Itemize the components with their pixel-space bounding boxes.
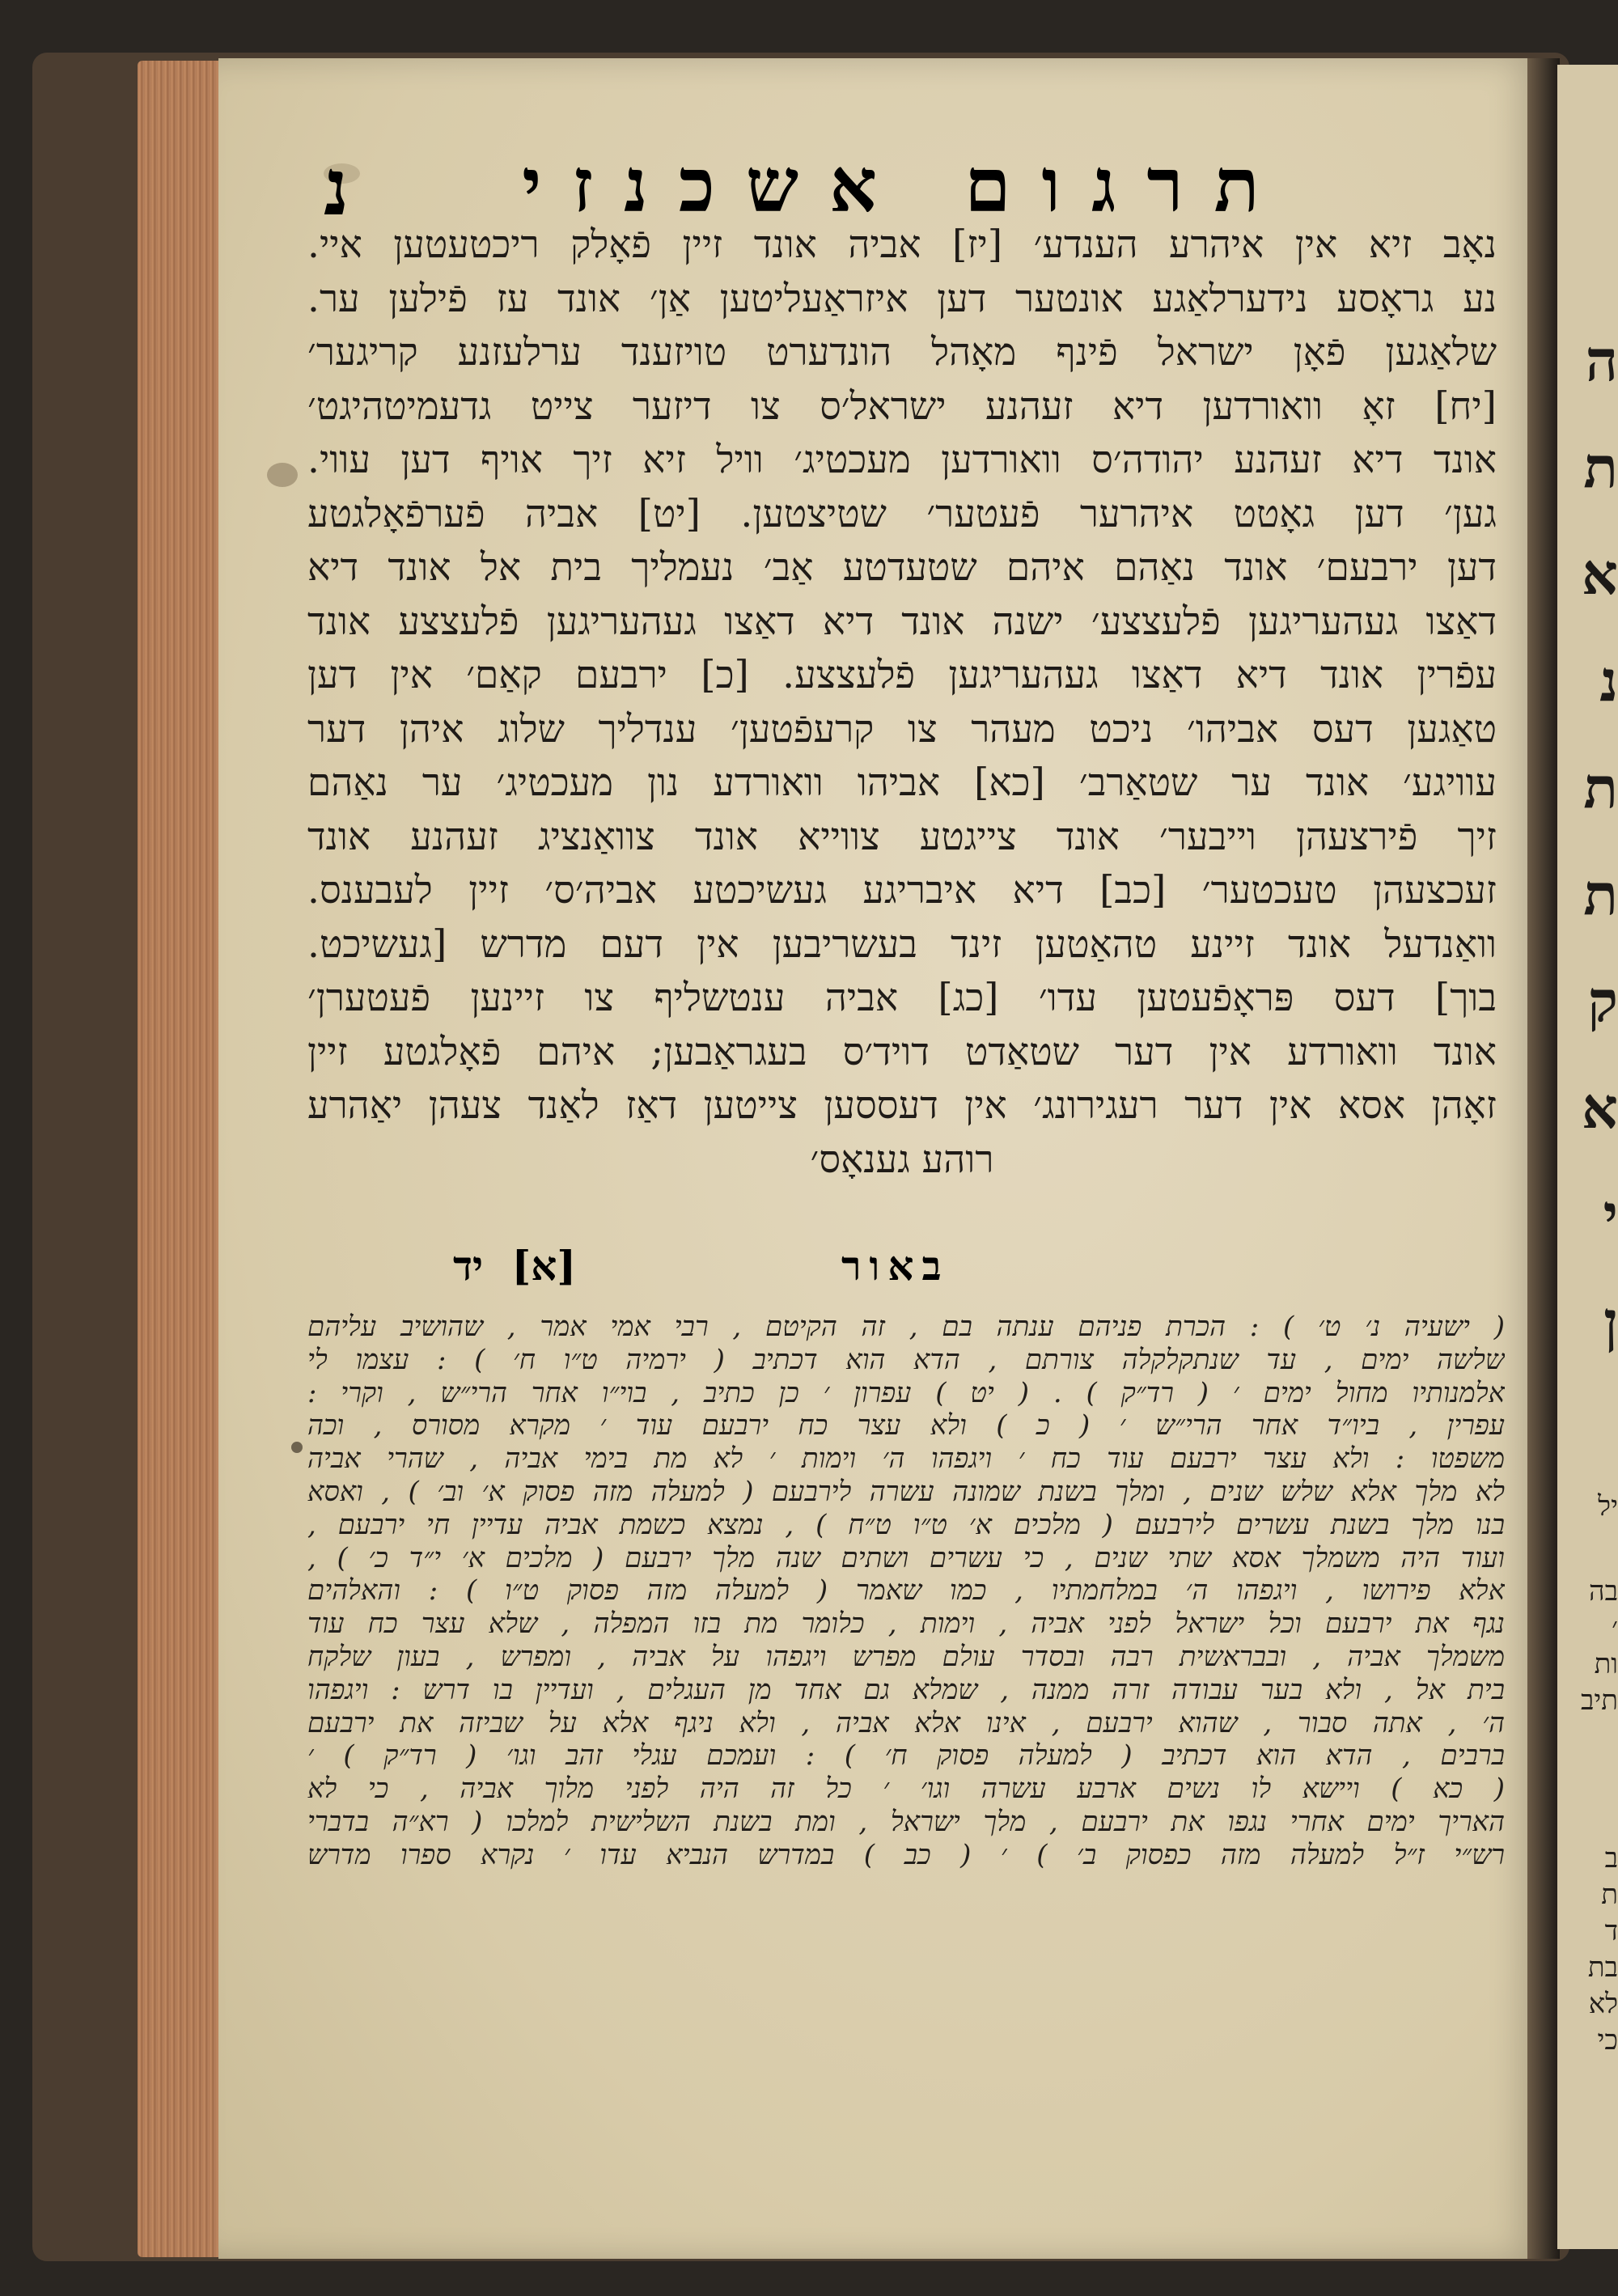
commentary-line: עפרין , ביו״ד אחר הרי״ש ׳ ( כ ) ולא עצר כח ירבעם עוד ׳ מקרא מסורס , וכה bbox=[307, 1409, 1505, 1442]
commentary-line: אלא פירושו , ויגפהו ה׳ במלחמתיו , כמו שאמר ( למעלה מזה פסוק ט״ו ) : והאלהים bbox=[307, 1574, 1505, 1608]
text-line: בוך] דעס פּראָפֿעטען עדו׳ [כג] אביה ענטשליף צו זיינען פֿעטערן׳ bbox=[307, 976, 1497, 1020]
commentary-line: האריך ימים אחרי נגפו את ירבעם , מלך ישראל , ומת בשנת השלישית למלכו ( רא״ה בדברי bbox=[307, 1805, 1505, 1838]
text-line: [יח] זאָ וואורדען דיא זעהנע ישראל׳ס צו דיזער צייט גדעמיטהיגט׳ bbox=[307, 383, 1497, 429]
text-line: זעכצעהן טעכטער׳ [כב] דיא איבריגע געשיכטע אביה׳ס׳ זיין לעבענס. bbox=[307, 868, 1497, 913]
facing-small-line: ב bbox=[1604, 1842, 1618, 1875]
text-line: עפֿרין אונד דיא דאַצו געהעריגען פֿלעצצע. [כ] ירבעם קאַם׳ אין דען bbox=[307, 653, 1497, 697]
commentary-line: ברבים , הדא הוא דכתיב ( למעלה פסוק ח׳ ) : ועמכם עגלי זהב וגו׳ ( רד״ק ) ׳ bbox=[307, 1739, 1505, 1773]
commentary-line: לא מלך אלא שלש שנים , ומלך בשנת שמונה עשרה לירבעם ( למעלה מזה פסוק א׳ וב׳ ) , ואסא bbox=[307, 1475, 1505, 1508]
text-line: טאַגען דעס אביהו׳ ניכט מעהר צו קרעפֿטען׳ ענדליך שלוג איהן דער bbox=[307, 706, 1497, 752]
commentary-line: שלשה ימים , עד שנתקלקלה צורתם , הדא הוא דכתיב ( ירמיה ט״ו ח׳ ) : עצמו לי bbox=[307, 1343, 1505, 1376]
facing-letter: ת bbox=[1583, 754, 1618, 821]
facing-small-line: ד bbox=[1604, 1915, 1618, 1947]
facing-letter: י bbox=[1603, 1181, 1618, 1248]
text-line: דען ירבעם׳ אונד נאַהם איהם שטעדטע אַב׳ נעמליך בית אל אונד דיא bbox=[307, 545, 1497, 590]
text-line: דאַצו געהעריגען פֿלעצצע׳ ישנה אונד דיא דאַצו געהעריגען פֿלעצצע אונד bbox=[307, 599, 1497, 644]
facing-small-line: בה bbox=[1589, 1575, 1618, 1608]
commentary-line: משמלך אביה , ובבראשית רבה ובסדר עולם מפרש ויגפהו על אביה , ומפרש , בעון שלקח bbox=[307, 1640, 1505, 1673]
commentary-block bbox=[307, 1311, 1505, 1872]
biur-heading bbox=[453, 1242, 1505, 1298]
commentary-line: ועוד היה משמלך אסא שתי שנים , כי עשרים ושתים שנה מלך ירבעם ( מלכים א׳ י״ד כ׳ ) , bbox=[307, 1541, 1505, 1574]
text-line: זיך פֿירצעהן וייבער׳ אונד צייגטע צווייא אונד צוואַנציג זעהנע אונד bbox=[307, 814, 1497, 859]
text-line: נאָב זיא אין איהרע הענדע׳ [יז] אביה אונד זיין פֿאָלק ריכטעטען איי. bbox=[307, 222, 1497, 267]
commentary-line: ( ישעיה נ׳ ט׳ ) : הכרת פניהם ענתה בם , זה הקיטם , רבי אמי אמר , שהושיב עליהם bbox=[307, 1311, 1505, 1343]
commentary-line: רש״י ז״ל למעלה מזה כפסוק ב׳ ) ׳ ( כב ) במדרש הנביא עדו ׳ נקרא ספרו מדרש bbox=[307, 1838, 1505, 1871]
facing-small-line: כי bbox=[1597, 2024, 1618, 2057]
biur-title: באור bbox=[841, 1242, 950, 1290]
ink-dot bbox=[291, 1442, 303, 1453]
commentary-line: ה׳ , אתה סבור , שהוא ירבעם , אינו אלא אביה , ולא ניגף אלא על שביזה את ירבעם bbox=[307, 1706, 1505, 1739]
ink-stain bbox=[267, 463, 298, 487]
running-title: תרגום אשכנזי bbox=[522, 142, 1290, 229]
text-line: אונד דיא זעהנע יהודה׳ס וואורדען מעכטיג׳ וויל זיא זיך אויף דען עווי. bbox=[307, 438, 1497, 482]
facing-letter: ן bbox=[1603, 1288, 1618, 1355]
book-gutter bbox=[1527, 58, 1560, 2259]
facing-letter: ק bbox=[1587, 968, 1618, 1035]
facing-small-line: יל bbox=[1598, 1490, 1618, 1523]
facing-page-letters bbox=[1569, 307, 1618, 1375]
page-edges bbox=[138, 61, 222, 2257]
commentary-line: נגף את ירבעם וכל ישראל לפני אביה , וימות , כלומר מת בזו המפלה , שלא עצר כח עוד bbox=[307, 1608, 1505, 1641]
text-line: נע גראָסע נידערלאַגע אונטער דען איזראַעליטען אַן׳ אונד עז פֿילען ער. bbox=[307, 276, 1497, 321]
facing-small-line: בת bbox=[1587, 1951, 1618, 1984]
page-number: נ bbox=[324, 142, 349, 233]
text-line: אונד וואורדע אין דער שטאַדט דויד׳ס בעגראַבען; איהם פֿאָלגטע זיין bbox=[307, 1029, 1497, 1074]
commentary-line: אלמנותיו מחול ימים ׳ ( רד״ק ) . ( יט ) עפרון ׳ כן כתיב , בוי״ו אחר הרי״ש , וקרי : bbox=[307, 1376, 1505, 1409]
main-text-block bbox=[307, 218, 1497, 1187]
facing-letter: א bbox=[1582, 540, 1618, 608]
biur-reference: [א] יד bbox=[453, 1242, 576, 1290]
text-line: וואַנדעל אונד זיינע טהאַטען זינד בעשריבען אין דעם מדרש [געשיכט. bbox=[307, 921, 1497, 967]
commentary-line: בית אל , ולא בער עבודה זרה ממנה , שמלא גם אחד מן העגלים , ועדיין בו דרש : ויגפהו bbox=[307, 1673, 1505, 1706]
facing-letter: א bbox=[1582, 1074, 1618, 1142]
facing-small-line: תיב bbox=[1580, 1684, 1618, 1717]
text-line: רוהע גענאָס׳ bbox=[810, 1137, 994, 1182]
text-line: עוויגע׳ אונד ער שטאַרב׳ [כא] אביהו וואורדע נון מעכטיג׳ ער נאַהם bbox=[307, 760, 1497, 805]
facing-page-commentary bbox=[1574, 1489, 1618, 2059]
facing-small-line: לא bbox=[1588, 1988, 1618, 2020]
facing-letter: ה bbox=[1585, 327, 1618, 394]
facing-small-line: ת bbox=[1601, 1879, 1618, 1911]
commentary-line: משפטו : ולא עצר ירבעם עוד כח ׳ ויגפהו ה׳ וימות ׳ לא מת בימי אביה , שהרי אביה bbox=[307, 1442, 1505, 1476]
facing-letter: ת bbox=[1583, 861, 1618, 928]
facing-small-line: ות bbox=[1594, 1648, 1618, 1680]
facing-letter: ת bbox=[1583, 434, 1618, 501]
commentary-line: ( כא ) ויישא לו נשים ארבע עשרה וגו׳ ׳ כל זה היה לפני מלוך אביה , כי לא bbox=[307, 1773, 1505, 1806]
text-line: גען׳ דען גאָטט איהרער פֿעטער׳ שטיצטען. [יט] אביה פֿערפֿאָלגטע bbox=[307, 491, 1497, 536]
commentary-line: בנו מלך בשנת עשרים לירבעם ( מלכים א׳ ט״ו ט״ח ) , נמצא כשמת אביה עדיין חי ירבעם , bbox=[307, 1508, 1505, 1541]
text-line: שלאַגען פֿאָן ישראל פֿינף מאָהל הונדערט טויזענד ערלעזנע קריגער׳ bbox=[307, 330, 1497, 375]
facing-letter: נ bbox=[1599, 647, 1618, 714]
text-line: זאָהן אסא אין דער רעגירונג׳ אין דעססען צייטען דאַז לאַנד צעהן יאַהרע bbox=[307, 1083, 1497, 1128]
facing-small-line: ׳ bbox=[1612, 1612, 1618, 1644]
